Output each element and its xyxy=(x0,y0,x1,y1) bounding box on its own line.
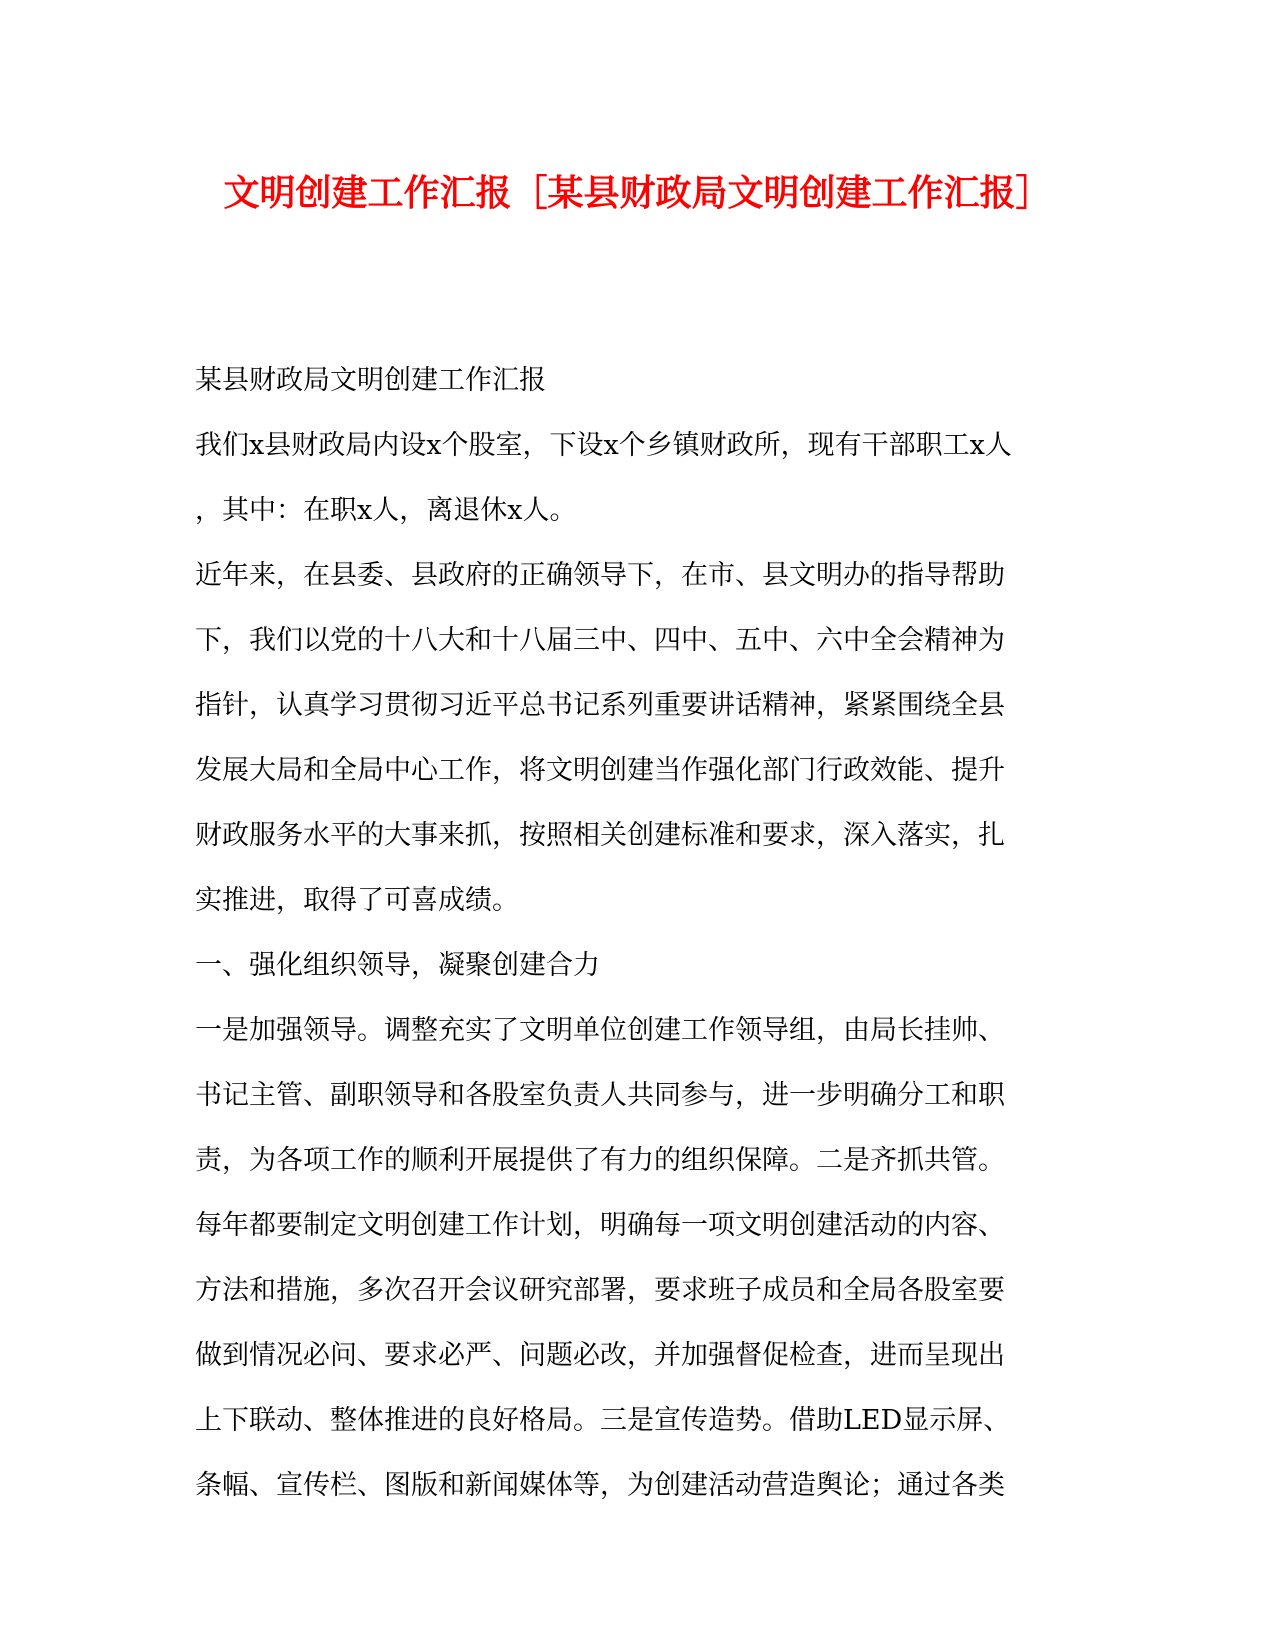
body-line: 责，为各项工作的顺利开展提供了有力的组织保障。二是齐抓共管。 xyxy=(195,1145,1005,1176)
document-title: 文明创建工作汇报［某县财政局文明创建工作汇报］ xyxy=(223,172,1052,214)
body-line: 每年都要制定文明创建工作计划，明确每一项文明创建活动的内容、 xyxy=(195,1210,1005,1241)
document-body xyxy=(195,348,1075,1518)
body-line: 书记主管、副职领导和各股室负责人共同参与，进一步明确分工和职 xyxy=(195,1080,1005,1111)
body-line: 近年来，在县委、县政府的正确领导下，在市、县文明办的指导帮助 xyxy=(195,560,1005,591)
body-line: 指针，认真学习贯彻习近平总书记系列重要讲话精神，紧紧围绕全县 xyxy=(195,690,1005,721)
body-line: 做到情况必问、要求必严、问题必改，并加强督促检查，进而呈现出 xyxy=(195,1340,1005,1371)
body-line: 下，我们以党的十八大和十八届三中、四中、五中、六中全会精神为 xyxy=(195,625,1005,656)
body-line: 一是加强领导。调整充实了文明单位创建工作领导组，由局长挂帅、 xyxy=(195,1015,1005,1046)
body-line: 财政服务水平的大事来抓，按照相关创建标准和要求，深入落实，扎 xyxy=(195,820,1005,851)
body-line: 条幅、宣传栏、图版和新闻媒体等，为创建活动营造舆论；通过各类 xyxy=(195,1470,1005,1501)
body-line: 方法和措施，多次召开会议研究部署，要求班子成员和全局各股室要 xyxy=(195,1275,1005,1306)
body-line: 实推进，取得了可喜成绩。 xyxy=(195,885,519,916)
section-heading: 一、强化组织领导，凝聚创建合力 xyxy=(195,950,600,981)
body-line: 我们x县财政局内设x个股室，下设x个乡镇财政所，现有干部职工x人 xyxy=(195,430,1012,461)
body-line: ，其中：在职x人，离退休x人。 xyxy=(195,495,577,526)
body-line: 发展大局和全局中心工作，将文明创建当作强化部门行政效能、提升 xyxy=(195,755,1005,786)
body-line: 上下联动、整体推进的良好格局。三是宣传造势。借助LED显示屏、 xyxy=(195,1405,1011,1436)
body-line: 某县财政局文明创建工作汇报 xyxy=(195,365,546,396)
